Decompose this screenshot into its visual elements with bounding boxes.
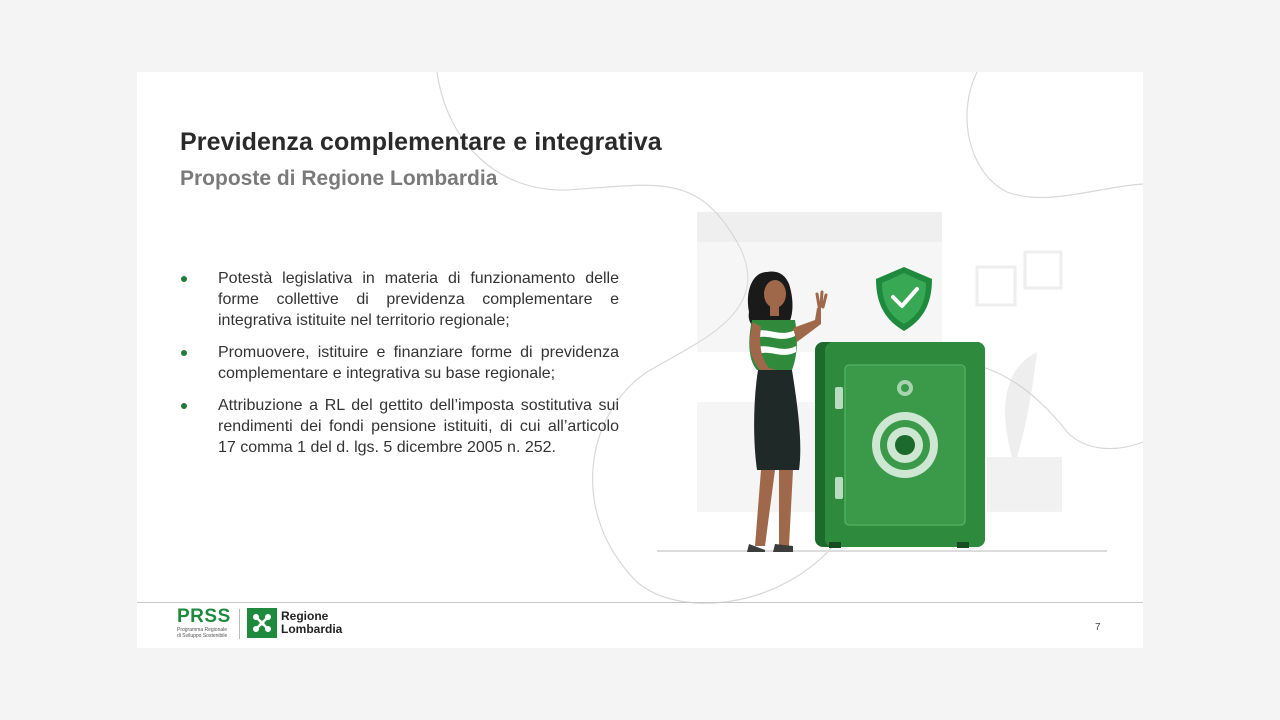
page-title: Previdenza complementare e integrativa xyxy=(180,128,662,156)
page-number: 7 xyxy=(1095,622,1101,633)
logo-separator xyxy=(239,609,240,639)
safe-icon xyxy=(815,342,985,548)
list-item-text: Potestà legislativa in materia di funzionamento delle forme collettive di previdenza complementare e integrativa istituite nel territorio regionale; xyxy=(218,270,619,329)
prss-logo xyxy=(177,607,237,641)
list-item xyxy=(179,395,619,458)
prss-logo-subtitle-1: Programma Regionale xyxy=(177,627,228,633)
list-item-text: Promuovere, istituire e finanziare forme di previdenza complementare e integrativa su base regionale; xyxy=(218,344,619,382)
footer-divider xyxy=(137,602,1143,603)
prss-logo-text: PRSS xyxy=(177,606,231,627)
lombardia-label: Lombardia xyxy=(281,622,343,636)
region-lombardia-mark-icon xyxy=(247,608,277,638)
list-item-text: Attribuzione a RL del gettito dell’imposta sostitutiva sui rendimenti dei fondi pensione istituiti, di cui all’articolo 17 comma 1 del d. lgs. 5 dicembre 2005 n. 252. xyxy=(218,397,619,456)
safe-illustration xyxy=(657,202,1107,562)
page-subtitle: Proposte di Regione Lombardia xyxy=(180,167,498,190)
bullet-icon xyxy=(181,276,187,282)
prss-logo-subtitle-2: di Sviluppo Sostenibile xyxy=(177,633,228,639)
regione-lombardia-logo xyxy=(247,608,342,638)
list-item xyxy=(179,268,619,331)
regione-lombardia-text xyxy=(281,610,342,636)
bullet-list xyxy=(179,268,619,469)
slide xyxy=(137,72,1143,648)
list-item xyxy=(179,342,619,384)
regione-label: Regione xyxy=(281,609,329,623)
bullet-icon xyxy=(181,350,187,356)
bullet-icon xyxy=(181,403,187,409)
